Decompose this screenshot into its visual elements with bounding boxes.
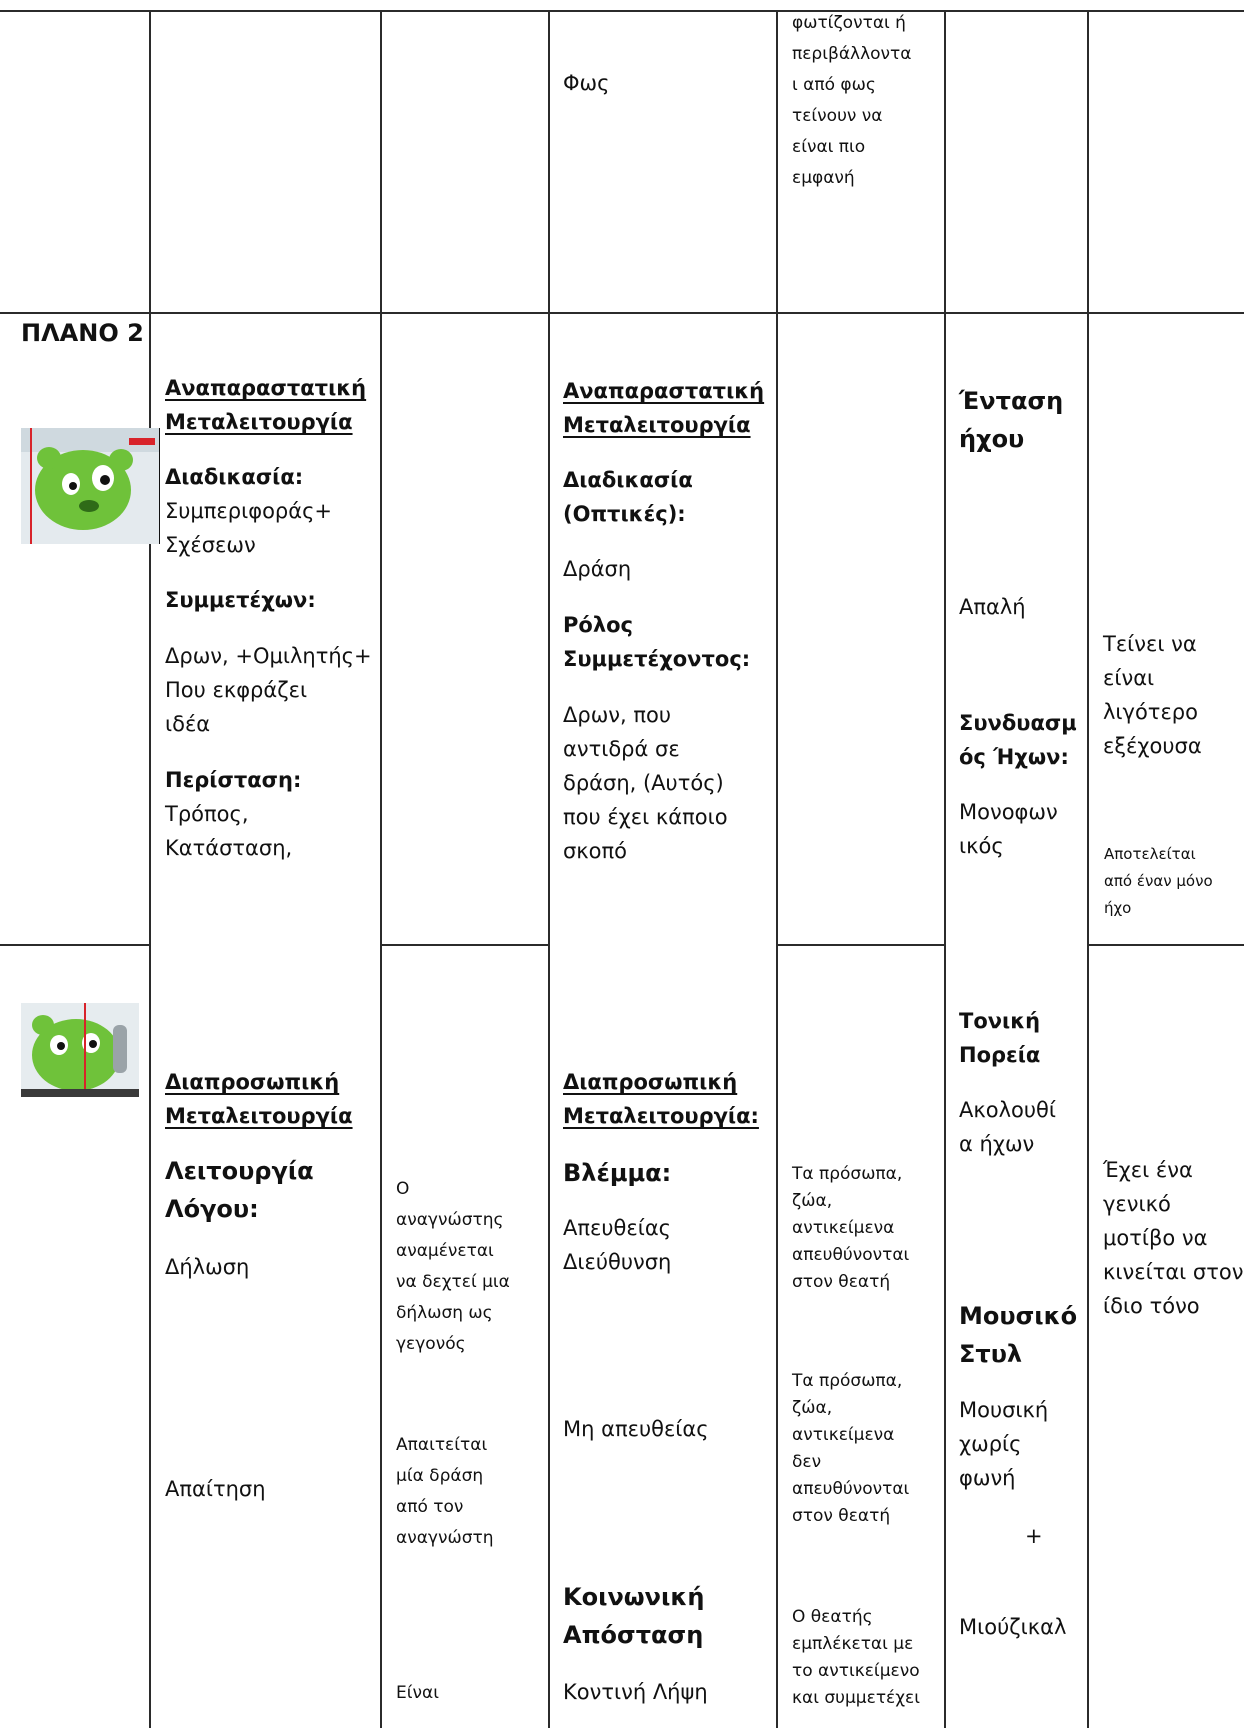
plus-sign: + bbox=[1025, 1524, 1043, 1548]
demand-note-1: Απαιτείται bbox=[396, 1435, 488, 1455]
tonal-note-1: Έχει ένα bbox=[1103, 1158, 1193, 1182]
tonal-label-1: Τονική bbox=[959, 1009, 1041, 1033]
volume-label-1: Ένταση bbox=[959, 387, 1064, 415]
statement-note-3: αναμένεται bbox=[396, 1241, 494, 1261]
volume-value: Απαλή bbox=[959, 595, 1026, 619]
volume-note-3: λιγότερο bbox=[1103, 700, 1198, 724]
social-distance-note-2: εμπλέκεται με bbox=[792, 1634, 914, 1654]
combination-label-1: Συνδυασμ bbox=[959, 711, 1077, 735]
tonal-note-5: ίδιο τόνο bbox=[1103, 1294, 1200, 1318]
interpersonal-heading-2: Μεταλειτουργία bbox=[165, 1104, 353, 1128]
volume-note-4: εξέχουσα bbox=[1103, 734, 1202, 758]
visual-interpersonal-heading-2: Μεταλειτουργία: bbox=[563, 1104, 759, 1128]
light-explanation-4: τείνουν να bbox=[792, 106, 883, 126]
social-distance-label-1: Κοινωνική bbox=[563, 1583, 705, 1611]
speech-function-label-2: Λόγου: bbox=[165, 1195, 259, 1223]
gaze-direct-1: Απευθείας bbox=[563, 1216, 671, 1240]
combination-note-2: από έναν μόνο bbox=[1104, 872, 1213, 890]
gaze-direct-note-1: Τα πρόσωπα, bbox=[792, 1164, 903, 1184]
role-value-1: Δρων, που bbox=[563, 703, 672, 727]
video-thumbnail-1 bbox=[21, 428, 160, 544]
gaze-label: Βλέμμα: bbox=[563, 1159, 672, 1187]
role-value-4: που έχει κάποιο bbox=[563, 805, 728, 829]
statement-note-5: δήλωση ως bbox=[396, 1303, 493, 1323]
volume-label-2: ήχου bbox=[959, 425, 1025, 453]
circumstance-value-2: Κατάσταση, bbox=[165, 836, 293, 860]
light-explanation-5: είναι πιο bbox=[792, 137, 866, 157]
role-value-3: δράση, (Αυτός) bbox=[563, 771, 724, 795]
circumstance-label: Περίσταση: bbox=[165, 768, 302, 792]
light-explanation-1: φωτίζονται ή bbox=[792, 13, 906, 33]
gaze-indirect-note-6: στον θεατή bbox=[792, 1506, 891, 1526]
light-explanation-2: περιβάλλοντα bbox=[792, 44, 912, 64]
gaze-direct-2: Διεύθυνση bbox=[563, 1250, 672, 1274]
process-value-2: Σχέσεων bbox=[165, 533, 256, 557]
tonal-note-4: κινείται στον bbox=[1103, 1260, 1244, 1284]
light-term: Φως bbox=[563, 71, 610, 95]
combination-label-2: ός Ήχων: bbox=[959, 745, 1069, 769]
visual-process-label-1: Διαδικασία bbox=[563, 468, 693, 492]
combination-value-1: Μονοφων bbox=[959, 800, 1058, 824]
participants-value-3: ιδέα bbox=[165, 712, 211, 736]
gaze-direct-note-5: στον θεατή bbox=[792, 1272, 891, 1292]
role-label-1: Ρόλος bbox=[563, 613, 633, 637]
statement-note-4: να δεχτεί μια bbox=[396, 1272, 510, 1292]
statement-note-1: Ο bbox=[396, 1179, 410, 1199]
gummy-bear-image bbox=[21, 428, 160, 544]
musical-label: Μιούζικαλ bbox=[959, 1615, 1067, 1639]
gaze-indirect-note-3: αντικείμενα bbox=[792, 1425, 895, 1445]
gaze-indirect-note-1: Τα πρόσωπα, bbox=[792, 1371, 903, 1391]
combination-note-3: ήχο bbox=[1104, 899, 1132, 917]
combination-note-1: Αποτελείται bbox=[1104, 845, 1196, 863]
is-note: Είναι bbox=[396, 1683, 439, 1703]
gaze-indirect-note-4: δεν bbox=[792, 1452, 822, 1472]
representational-heading-2: Μεταλειτουργία bbox=[165, 410, 353, 434]
light-explanation-6: εμφανή bbox=[792, 168, 855, 188]
social-distance-label-2: Απόσταση bbox=[563, 1621, 704, 1649]
music-style-value-2: χωρίς bbox=[959, 1432, 1022, 1456]
process-label: Διαδικασία: bbox=[165, 465, 304, 489]
tonal-label-2: Πορεία bbox=[959, 1043, 1041, 1067]
participants-value-2: Που εκφράζει bbox=[165, 678, 308, 702]
music-style-value-3: φωνή bbox=[959, 1466, 1016, 1490]
gaze-indirect-note-5: απευθύνονται bbox=[792, 1479, 910, 1499]
music-style-label-1: Μουσικό bbox=[959, 1302, 1078, 1330]
social-distance-value: Κοντινή Λήψη bbox=[563, 1680, 708, 1704]
role-label-2: Συμμετέχοντος: bbox=[563, 647, 751, 671]
tonal-note-3: μοτίβο να bbox=[1103, 1226, 1208, 1250]
visual-interpersonal-heading-1: Διαπροσωπική bbox=[563, 1070, 738, 1094]
volume-note-1: Τείνει να bbox=[1103, 632, 1197, 656]
gaze-indirect-note-2: ζώα, bbox=[792, 1398, 833, 1418]
visual-representational-heading-2: Μεταλειτουργία bbox=[563, 413, 751, 437]
statement-note-6: γεγονός bbox=[396, 1334, 466, 1354]
demand-note-3: από τον bbox=[396, 1497, 464, 1517]
statement-note-2: αναγνώστης bbox=[396, 1210, 504, 1230]
gummy-bear-microphone-image bbox=[21, 1003, 139, 1097]
visual-representational-heading-1: Αναπαραστατική bbox=[563, 379, 765, 403]
representational-heading-1: Αναπαραστατική bbox=[165, 376, 367, 400]
interpersonal-heading-1: Διαπροσωπική bbox=[165, 1070, 340, 1094]
shot-title: ΠΛΑΝΟ 2 bbox=[21, 319, 144, 347]
role-value-2: αντιδρά σε bbox=[563, 737, 680, 761]
gaze-direct-note-2: ζώα, bbox=[792, 1191, 833, 1211]
demand-note-4: αναγνώστη bbox=[396, 1528, 494, 1548]
light-explanation-3: ι από φως bbox=[792, 75, 876, 95]
gaze-direct-note-4: απευθύνονται bbox=[792, 1245, 910, 1265]
demand-label: Απαίτηση bbox=[165, 1477, 266, 1501]
visual-process-label-2: (Οπτικές): bbox=[563, 502, 686, 526]
participants-value-1: Δρων, +Ομιλητής+ bbox=[165, 644, 372, 668]
tonal-value-1: Ακολουθί bbox=[959, 1098, 1056, 1122]
visual-process-value: Δράση bbox=[563, 557, 632, 581]
social-distance-note-4: και συμμετέχει bbox=[792, 1688, 920, 1708]
combination-value-2: ικός bbox=[959, 834, 1004, 858]
demand-note-2: μία δράση bbox=[396, 1466, 484, 1486]
tonal-value-2: α ήχων bbox=[959, 1132, 1035, 1156]
tonal-note-2: γενικό bbox=[1103, 1192, 1171, 1216]
gaze-indirect: Μη απευθείας bbox=[563, 1417, 709, 1441]
social-distance-note-3: το αντικείμενο bbox=[792, 1661, 920, 1681]
statement-label: Δήλωση bbox=[165, 1255, 250, 1279]
process-value-1: Συμπεριφοράς+ bbox=[165, 499, 333, 523]
role-value-5: σκοπό bbox=[563, 839, 628, 863]
volume-note-2: είναι bbox=[1103, 666, 1155, 690]
music-style-value-1: Μουσική bbox=[959, 1398, 1049, 1422]
speech-function-label-1: Λειτουργία bbox=[165, 1157, 314, 1185]
video-thumbnail-2 bbox=[21, 1003, 139, 1097]
circumstance-value-1: Τρόπος, bbox=[165, 802, 249, 826]
gaze-direct-note-3: αντικείμενα bbox=[792, 1218, 895, 1238]
participants-label: Συμμετέχων: bbox=[165, 588, 316, 612]
music-style-label-2: Στυλ bbox=[959, 1340, 1023, 1368]
social-distance-note-1: Ο θεατής bbox=[792, 1607, 873, 1627]
